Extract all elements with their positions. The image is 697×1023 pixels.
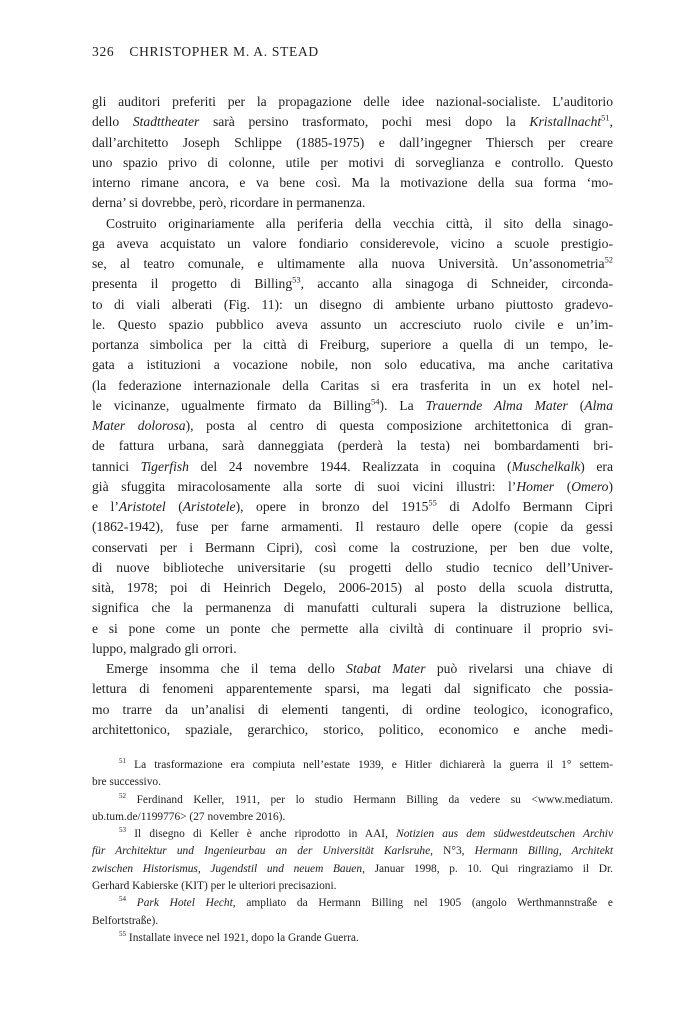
text-run: le vicinanze, ugualmente firmato da Billing	[92, 397, 372, 413]
text-run: tannici	[92, 458, 141, 474]
text-run: Installate invece nel 1921, dopo la Grande Guerra.	[126, 931, 359, 944]
text-run: già sfuggita miracolosamente alla sorte di suoi vicini illustri: l’	[92, 478, 517, 494]
text-line	[92, 436, 613, 456]
text-line	[92, 153, 613, 173]
text-line	[92, 497, 613, 517]
text-run: ) era	[580, 458, 613, 474]
footnote-reference: 55	[119, 930, 127, 939]
text-run: del 24 novembre 1944. Realizzata in coquina (	[188, 458, 512, 474]
text-line	[92, 895, 613, 912]
text-run: Emerge insomma che il tema dello	[106, 661, 347, 676]
text-run: , N°3,	[430, 845, 475, 858]
text-run: ), posta al centro di questa composizione architettonica di gran-	[185, 418, 613, 433]
italic-text: Homer	[516, 478, 555, 494]
text-line	[92, 396, 613, 416]
footnote-reference: 51	[119, 757, 127, 766]
running-head-author: CHRISTOPHER M. A. STEAD	[129, 44, 319, 59]
italic-text: für Architektur und Ingenieurbau an der Universität Karlsruhe	[92, 845, 431, 858]
italic-text: Alma	[584, 397, 613, 413]
text-run: di Adolfo Bermann Cipri	[436, 499, 613, 514]
text-line	[92, 861, 613, 878]
text-run: ub.tum.de/1199776> (27 novembre 2016).	[92, 810, 286, 823]
text-run: ampliato da Hermann Billing nel 1905 (angolo Werthmannstraße e	[235, 897, 613, 910]
footnote-53	[92, 826, 613, 895]
text-run: ,	[609, 114, 613, 130]
text-line	[92, 457, 613, 477]
text-line	[92, 214, 613, 234]
text-line	[92, 913, 613, 930]
text-line	[92, 517, 613, 537]
text-run: interno rimane ancora, e va bene così. Ma la motivazione della sua forma ‘mo-	[92, 175, 613, 190]
footnote-reference: 55	[428, 497, 437, 508]
footnote-reference: 54	[371, 396, 380, 407]
text-run: e si pone come un ponte che permette alla civiltà di continuare il proprio svi-	[92, 620, 613, 636]
text-line	[92, 809, 613, 826]
paragraph	[92, 659, 613, 740]
italic-text: Mater dolorosa	[92, 418, 186, 433]
italic-text: Omero	[571, 478, 609, 494]
footnote-51	[92, 757, 613, 792]
text-line	[92, 173, 613, 193]
text-line	[92, 92, 613, 112]
text-run: (	[554, 478, 572, 494]
text-run: Belfortstraße).	[92, 914, 159, 927]
paragraph	[92, 214, 613, 660]
text-line	[92, 826, 613, 843]
footnotes	[92, 757, 613, 947]
italic-text: Stadttheater	[132, 114, 200, 130]
text-line	[92, 720, 613, 740]
text-line	[92, 598, 613, 618]
text-run: La trasformazione era compiuta nell’estate 1939, e Hitler dichiarerà la guerra il 1° settem-	[126, 759, 613, 771]
text-line	[92, 112, 613, 132]
italic-text: zwischen Historismus, Jugendstil und neuem Bauen	[92, 862, 363, 875]
page-header	[92, 44, 613, 60]
paragraph	[92, 92, 613, 214]
text-line	[92, 757, 613, 774]
text-line	[92, 679, 613, 699]
text-run: architettonico, spaziale, gerarchico, storico, politico, economico e anche medi-	[92, 721, 613, 737]
italic-text: Trauernde Alma Mater	[425, 397, 568, 413]
text-run: di nuove biblioteche universitarie (su progetti dello studio tecnico dell’Univer-	[92, 559, 613, 575]
text-run: le. Questo spazio pubblico aveva assunto un accresciuto ruolo civile e un’im-	[92, 316, 613, 332]
text-run: mo trarre da un’analisi di elementi tangenti, di ordine teologico, iconografico,	[92, 701, 613, 717]
footnote-55	[92, 930, 613, 947]
text-line	[92, 774, 613, 791]
text-line	[92, 538, 613, 558]
text-line	[92, 792, 613, 809]
text-run: Ferdinand Keller, 1911, per lo studio Hermann Billing da vedere su <www.mediatum.	[126, 793, 613, 806]
text-line	[92, 254, 613, 274]
italic-text: Muschelkalk	[511, 458, 581, 474]
text-run: dello	[92, 114, 133, 130]
text-run: conservati per i Bermann Cipri), così come la costruzione, per ben due volte,	[92, 539, 613, 555]
text-run: (	[567, 397, 585, 413]
italic-text: Hermann Billing, Architekt	[474, 845, 613, 858]
text-run: derna’ si dovrebbe, però, ricordare in permanenza.	[92, 195, 366, 211]
text-line	[92, 639, 613, 659]
text-line	[92, 930, 613, 947]
footnote-reference: 53	[119, 826, 127, 835]
body-text	[92, 92, 613, 740]
text-run: ). La	[379, 397, 426, 413]
text-run: e l’	[92, 499, 119, 514]
text-run: , Januar 1998, p. 10. Qui ringraziamo il Dr.	[362, 862, 613, 875]
text-line	[92, 274, 613, 294]
text-run: ), opere in bronzo del 1915	[235, 499, 429, 514]
text-run: )	[608, 478, 614, 494]
italic-text: Aristotele	[182, 499, 236, 514]
text-run: gata a istituzioni a vocazione nobile, non solo educativa, ma anche caritativa	[92, 357, 613, 373]
text-run: (la federazione internazionale della Caritas si era trasferita in un ex hotel nel-	[92, 377, 613, 393]
text-run: Costruito originariamente alla periferia della vecchia città, il sito della sinago-	[106, 215, 613, 231]
text-run: Gerhard Kabierske (KIT) per le ulteriori precisazioni.	[92, 880, 337, 893]
text-run: bre successivo.	[92, 776, 161, 789]
text-run: può rivelarsi una chiave di	[425, 661, 613, 676]
text-line	[92, 700, 613, 720]
italic-text: Stabat Mater	[346, 661, 426, 676]
text-run: , accanto alla sinagoga di Schneider, circonda-	[300, 276, 613, 292]
text-run: sarà persino trasformato, pochi mesi dopo la	[199, 114, 530, 130]
text-column	[92, 44, 613, 947]
text-run: gli auditori preferiti per la propagazione delle idee nazional-socialiste. L’auditorio	[92, 94, 613, 109]
footnote-reference: 51	[601, 112, 610, 123]
text-run: portanza simbolica per la città di Freiburg, superiore a quella di un tempo, le-	[92, 337, 613, 352]
text-line	[92, 477, 613, 497]
text-run: ga aveva acquistato un valore fondiario considerevole, vicino a scuole prestigio-	[92, 235, 613, 251]
text-line	[92, 416, 613, 436]
text-line	[92, 578, 613, 598]
italic-text: Notizien aus dem südwestdeutschen Archiv	[396, 828, 613, 841]
text-line	[92, 878, 613, 895]
text-line	[92, 335, 613, 355]
text-run: luppo, malgrado gli orrori.	[92, 640, 237, 656]
footnote-reference: 52	[604, 254, 613, 265]
text-run: to di viali alberati (Fig. 11): un disegno di ambiente urbano piuttosto gradevo-	[92, 296, 613, 312]
text-line	[92, 193, 613, 213]
footnote-52	[92, 792, 613, 827]
italic-text: Aristotel	[118, 499, 166, 514]
italic-text: Kristallnacht	[529, 114, 602, 130]
text-line	[92, 376, 613, 396]
page-number: 326	[92, 44, 115, 59]
text-run: (	[165, 499, 183, 514]
text-line	[92, 315, 613, 335]
footnote-reference: 52	[119, 791, 127, 800]
text-run	[126, 897, 137, 909]
text-run: Il disegno di Keller è anche riprodotto in AAI,	[126, 828, 397, 841]
footnote-54	[92, 895, 613, 930]
text-run: dall’architetto Joseph Schlippe (1885-1975) e dall’ingegner Thiersch per creare	[92, 134, 613, 150]
text-line	[92, 133, 613, 153]
italic-text: Tigerfish	[140, 458, 189, 474]
text-line	[92, 355, 613, 375]
text-line	[92, 659, 613, 679]
text-run: (1862-1942), fuse per farne armamenti. Il restauro delle opere (copie da gessi	[92, 519, 613, 535]
text-run: uno spazio privo di colonne, utile per motivi di sorveglianza e controllo. Questo	[92, 154, 613, 170]
text-line	[92, 619, 613, 639]
text-run: lettura di fenomeni apparentemente sparsi, ma legati dal significato che possia-	[92, 681, 613, 697]
italic-text: Park Hotel Hecht,	[136, 897, 236, 910]
text-run: sità, 1978; poi di Heinrich Degelo, 2006-2015) al posto della scuola distrutta,	[92, 580, 613, 595]
text-line	[92, 295, 613, 315]
text-run: presenta il progetto di Billing	[92, 276, 293, 292]
text-run: significa che la permanenza di manufatti culturali supera la distruzione bellica,	[92, 600, 613, 616]
text-line	[92, 558, 613, 578]
text-line	[92, 234, 613, 254]
text-run: se, al teatro comunale, e ultimamente alla nuova Università. Un’assonometria	[92, 256, 605, 271]
footnote-reference: 54	[119, 895, 127, 904]
text-run: de fattura urbana, sarà danneggiata (perderà la testa) nei bombardamenti bri-	[92, 438, 613, 454]
footnote-reference: 53	[292, 274, 301, 285]
text-line	[92, 843, 613, 860]
